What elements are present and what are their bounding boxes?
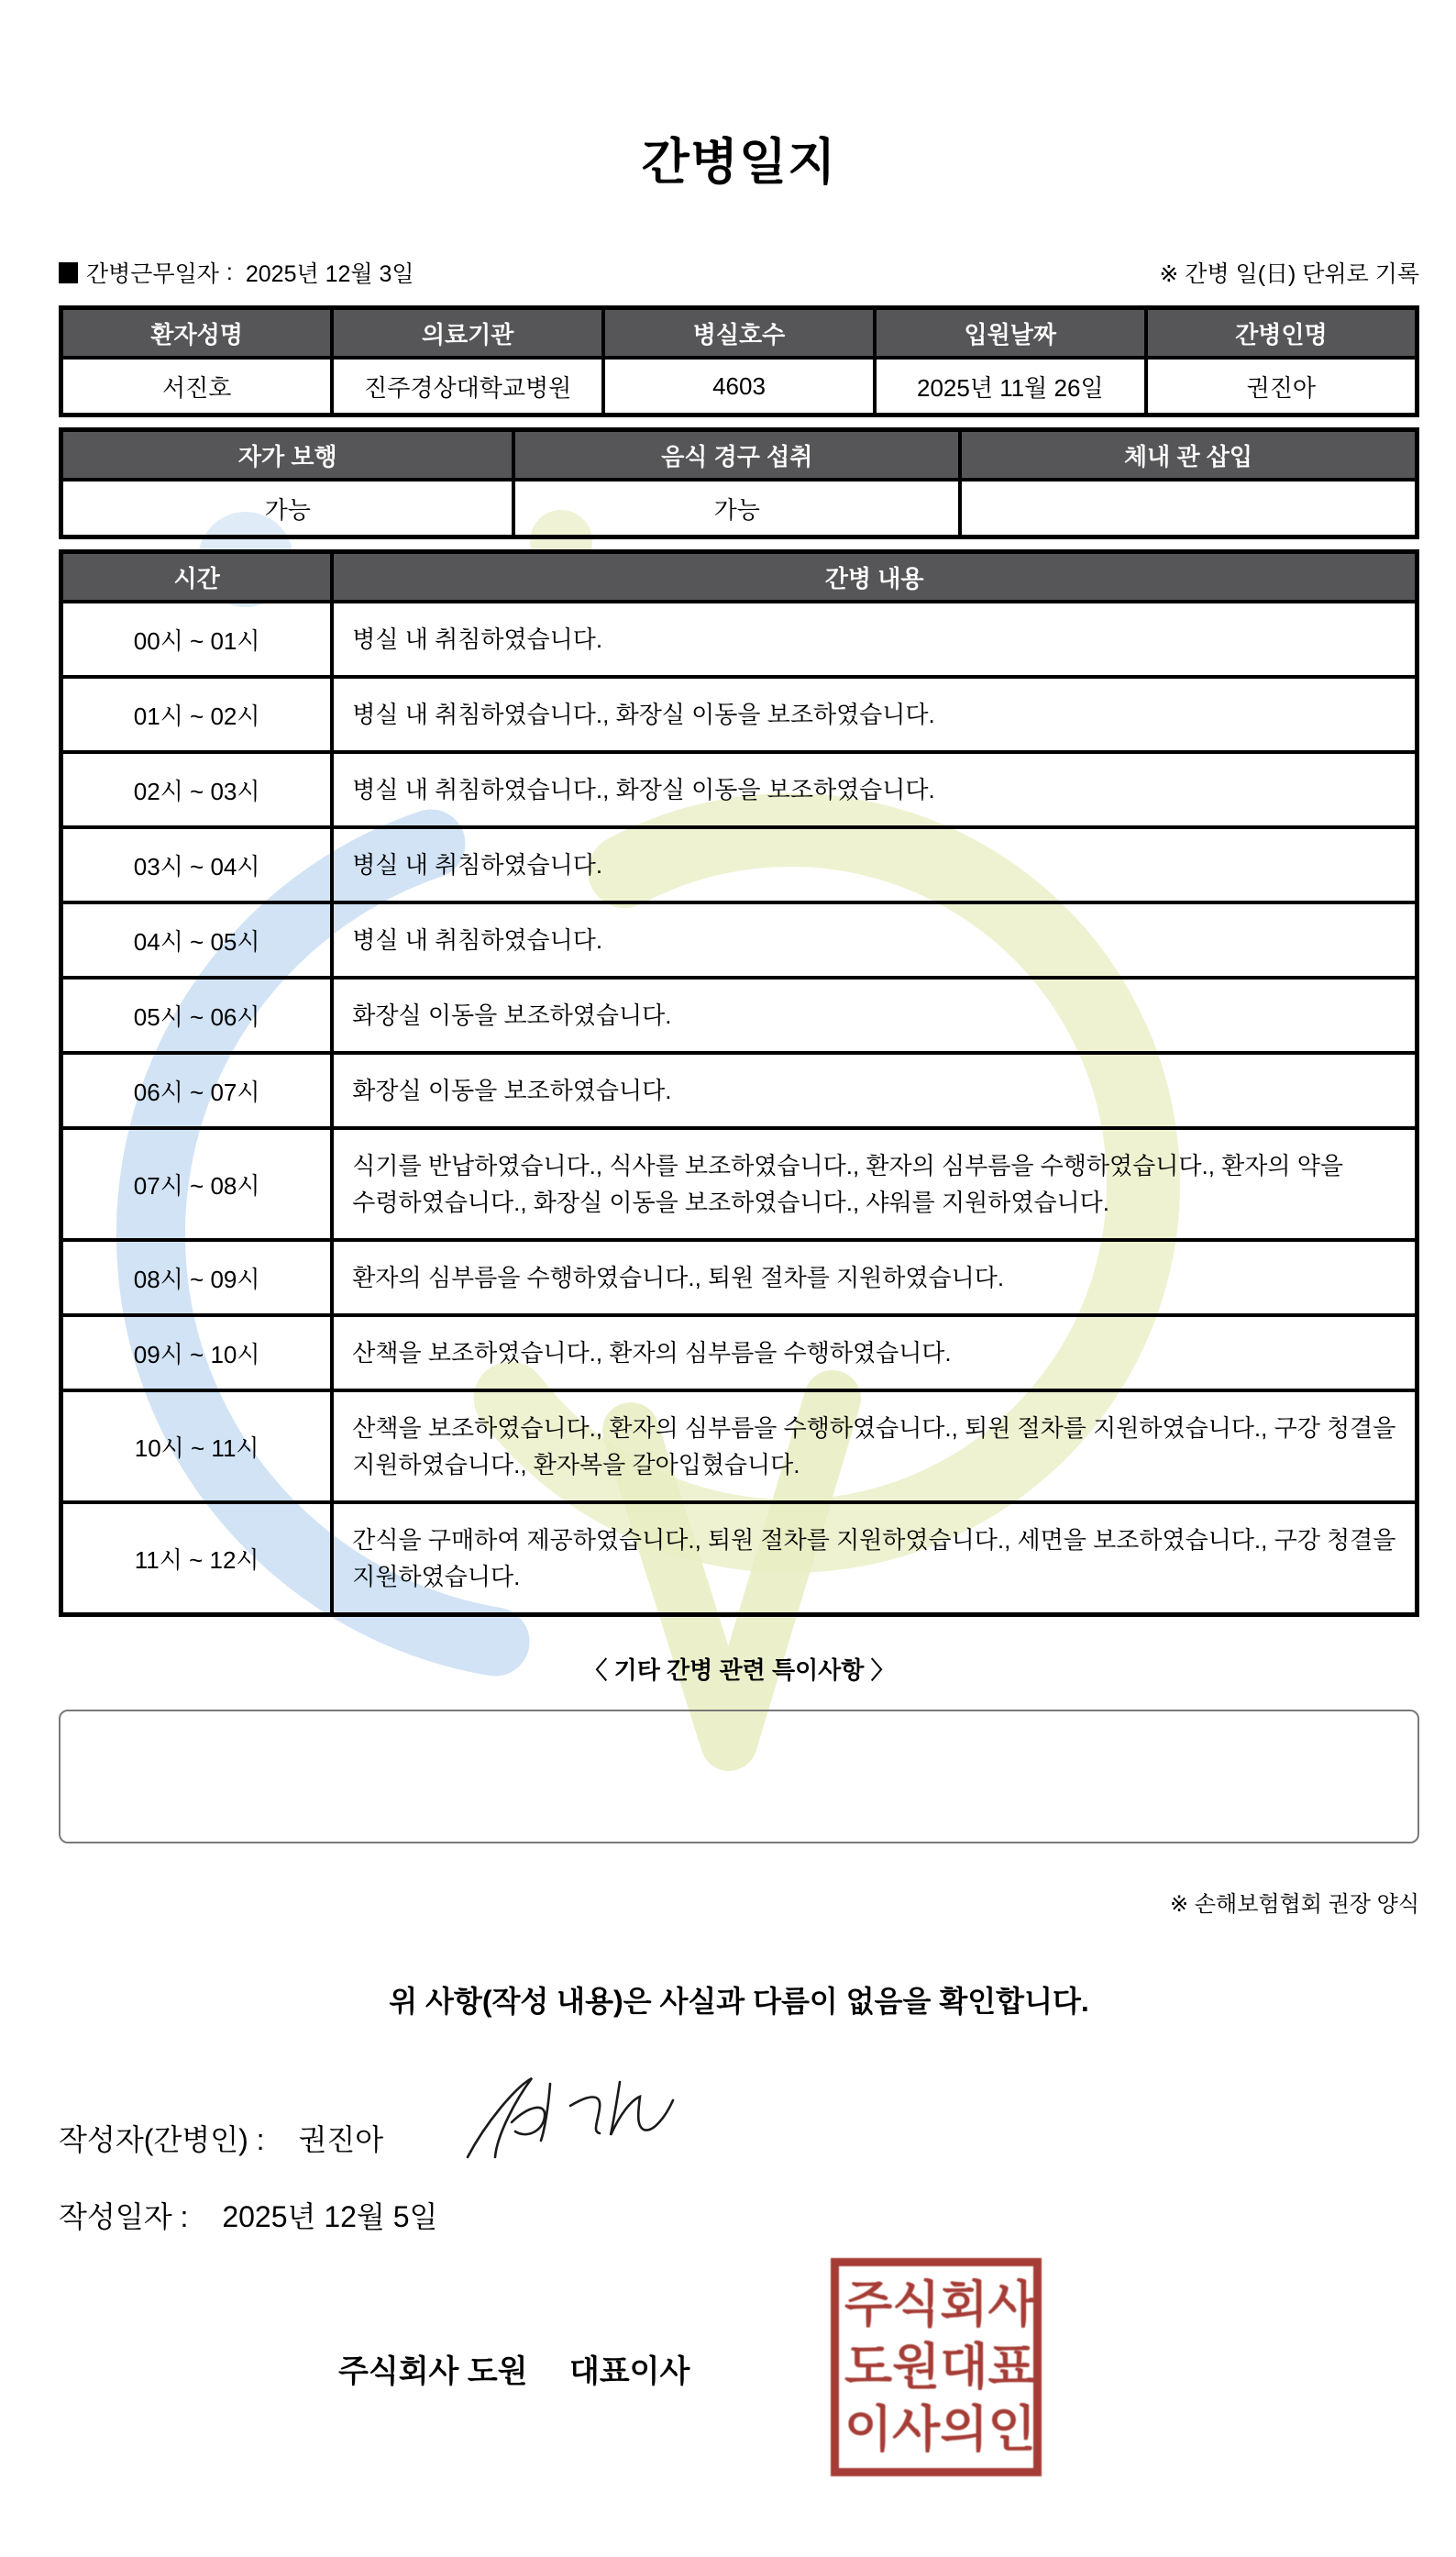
- admission-date-value: 2025년 11월 26일: [875, 358, 1146, 415]
- care-time-cell: 07시 ~ 08시: [61, 1128, 333, 1240]
- patient-info-value-row: [61, 358, 1417, 415]
- patient-info-header-row: [61, 308, 1417, 359]
- writer-label: 작성자(간병인) :: [59, 2123, 265, 2156]
- care-log-row: [61, 602, 1417, 677]
- care-content-cell: 병실 내 취침하였습니다.: [332, 902, 1417, 978]
- care-log-row: [61, 752, 1417, 827]
- care-log-row: [61, 1128, 1417, 1240]
- work-date-label: 간병근무일자: [86, 261, 219, 287]
- seal-row: 도원대표: [844, 2340, 1036, 2395]
- tube-insertion-value: [960, 480, 1417, 537]
- care-log-row: [61, 1240, 1417, 1315]
- work-date-line: [59, 256, 414, 289]
- care-content-cell: 병실 내 취침하였습니다., 화장실 이동을 보조하였습니다.: [332, 677, 1417, 752]
- oral-intake-value: 가능: [513, 480, 960, 537]
- company-role: 대표이사: [568, 2354, 690, 2389]
- self-walking-value: 가능: [61, 480, 514, 537]
- care-log-table: [59, 549, 1419, 1617]
- care-log-row: [61, 827, 1417, 902]
- care-log-row: [61, 978, 1417, 1053]
- write-date-value: 2025년 12월 5일: [222, 2200, 438, 2233]
- care-time-cell: 11시 ~ 12시: [61, 1502, 333, 1615]
- recommended-form-note: ※ 손해보험협회 권장 양식: [1170, 1892, 1419, 1917]
- tube-insertion-header: 체내 관 삽입: [960, 430, 1417, 481]
- company-seal-section: [59, 2254, 1419, 2557]
- admission-date-header: 입원날짜: [875, 308, 1146, 359]
- seal-row: 주식회사: [844, 2277, 1036, 2332]
- care-log-row: [61, 1502, 1417, 1615]
- confirmation-statement: 위 사항(작성 내용)은 사실과 다름이 없음을 확인합니다.: [389, 1985, 1089, 2018]
- care-content-column-header: 간병 내용: [332, 552, 1417, 603]
- care-time-cell: 02시 ~ 03시: [61, 752, 333, 827]
- write-date-line: [59, 2194, 1419, 2236]
- care-content-cell: 산책을 보조하였습니다., 환자의 심부름을 수행하였습니다.: [332, 1315, 1417, 1390]
- care-content-cell: 병실 내 취침하였습니다., 화장실 이동을 보조하였습니다.: [332, 752, 1417, 827]
- writer-line: [59, 2117, 1419, 2159]
- care-log-row: [61, 1315, 1417, 1390]
- caregiver-name-value: 권진아: [1146, 358, 1417, 415]
- writer-name: 권진아: [298, 2123, 384, 2156]
- care-content-cell: 화장실 이동을 보조하였습니다.: [332, 1053, 1417, 1128]
- care-time-cell: 05시 ~ 06시: [61, 978, 333, 1053]
- care-content-cell: 병실 내 취침하였습니다.: [332, 602, 1417, 677]
- caregiver-name-header: 간병인명: [1146, 308, 1417, 359]
- care-time-cell: 10시 ~ 11시: [61, 1390, 333, 1502]
- daily-record-note: ※ 간병 일(日) 단위로 기록: [1159, 261, 1419, 287]
- medical-institution-value: 진주경상대학교병원: [332, 358, 603, 415]
- bullet-square-icon: [59, 262, 78, 283]
- care-log-row: [61, 677, 1417, 752]
- care-log-header-row: [61, 552, 1417, 603]
- care-content-cell: 병실 내 취침하였습니다.: [332, 827, 1417, 902]
- notes-box: [59, 1710, 1419, 1843]
- room-number-value: 4603: [603, 358, 875, 415]
- medical-institution-header: 의료기관: [332, 308, 603, 359]
- self-walking-header: 자가 보행: [61, 430, 514, 481]
- work-date-value: 2025년 12월 3일: [245, 261, 414, 287]
- care-content-cell: 화장실 이동을 보조하였습니다.: [332, 978, 1417, 1053]
- care-time-cell: 09시 ~ 10시: [61, 1315, 333, 1390]
- patient-status-value-row: [61, 480, 1417, 537]
- company-line: [338, 2346, 689, 2391]
- time-column-header: 시간: [61, 552, 333, 603]
- corporate-seal: [831, 2258, 1042, 2476]
- page-title: 간병일지: [641, 135, 837, 190]
- patient-status-table: [59, 427, 1419, 539]
- write-date-label: 작성일자 :: [59, 2200, 189, 2233]
- work-date-separator: :: [226, 259, 233, 285]
- care-time-cell: 06시 ~ 07시: [61, 1053, 333, 1128]
- oral-intake-header: 음식 경구 섭취: [513, 430, 960, 481]
- seal-row: 이사의인: [844, 2402, 1036, 2457]
- care-content-cell: 간식을 구매하여 제공하였습니다., 퇴원 절차를 지원하였습니다., 세면을 보조하였습니다., 구강 청결을 지원하였습니다.: [332, 1502, 1417, 1615]
- patient-name-header: 환자성명: [61, 308, 333, 359]
- care-time-cell: 00시 ~ 01시: [61, 602, 333, 677]
- signature-scribble: [455, 2069, 693, 2179]
- notes-heading: 〈 기타 간병 관련 특이사항 〉: [583, 1656, 895, 1684]
- care-log-row: [61, 902, 1417, 978]
- meta-row: [59, 256, 1419, 289]
- patient-info-table: [59, 305, 1419, 417]
- care-time-cell: 04시 ~ 05시: [61, 902, 333, 978]
- care-time-cell: 01시 ~ 02시: [61, 677, 333, 752]
- care-log-row: [61, 1390, 1417, 1502]
- room-number-header: 병실호수: [603, 308, 875, 359]
- care-time-cell: 03시 ~ 04시: [61, 827, 333, 902]
- patient-status-header-row: [61, 430, 1417, 481]
- company-name: 주식회사 도원: [338, 2354, 528, 2389]
- care-content-cell: 환자의 심부름을 수행하였습니다., 퇴원 절차를 지원하였습니다.: [332, 1240, 1417, 1315]
- patient-name-value: 서진호: [61, 358, 333, 415]
- care-content-cell: 식기를 반납하였습니다., 식사를 보조하였습니다., 환자의 심부름을 수행하였습니다., 환자의 약을 수령하였습니다., 화장실 이동을 보조하였습니다., 샤워를 지원하였습니다.: [332, 1128, 1417, 1240]
- care-log-row: [61, 1053, 1417, 1128]
- care-time-cell: 08시 ~ 09시: [61, 1240, 333, 1315]
- care-content-cell: 산책을 보조하였습니다., 환자의 심부름을 수행하였습니다., 퇴원 절차를 지원하였습니다., 구강 청결을 지원하였습니다., 환자복을 갈아입혔습니다.: [332, 1390, 1417, 1502]
